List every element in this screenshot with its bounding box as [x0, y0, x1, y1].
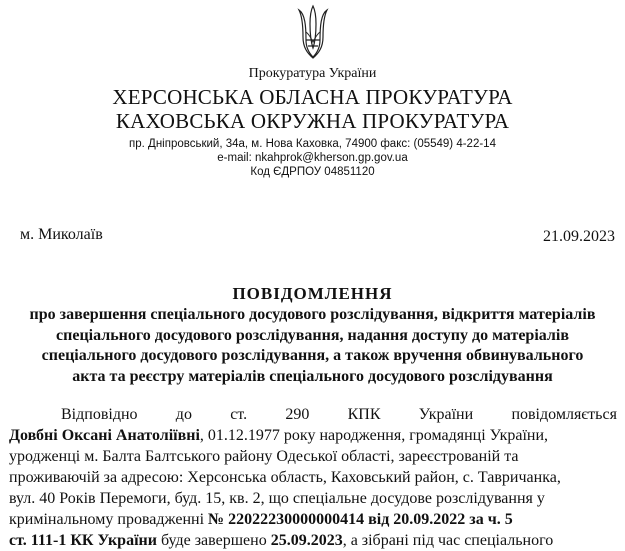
body-line: [9, 530, 617, 551]
body-line: [9, 425, 617, 446]
city: м. Миколаїв: [20, 226, 103, 243]
body-text-run: кримінальному провадженні: [9, 511, 209, 528]
trident-emblem-icon: [296, 4, 330, 60]
case-number: № 22022230000000414 від 20.09.2022 за ч. 5: [208, 511, 513, 528]
body-line: проживаючій за адресою: Херсонська область, Каховський район, с. Тавричанка,: [9, 469, 561, 486]
body-line: вул. 40 Років Перемоги, буд. 15, кв. 2, що спеціальне досудове розслідування у: [9, 490, 545, 507]
code-line: Код ЄДРПОУ 04851120: [250, 166, 375, 178]
email-line: e-mail: nkahprok@kherson.gp.gov.ua: [217, 152, 408, 164]
body-word: Відповідно: [61, 406, 138, 423]
body-text-run: , а зібрані під час спеціального: [342, 532, 554, 549]
criminal-code-article: ст. 111-1 КК України: [9, 532, 157, 549]
completion-date: 25.09.2023: [270, 532, 343, 549]
body-word: України: [418, 406, 474, 423]
notice-body: [9, 404, 617, 551]
body-line: [9, 404, 617, 425]
agency-name: Прокуратура України: [248, 66, 377, 81]
document-date: 21.09.2023: [543, 228, 615, 245]
subtitle-line: спеціального досудового розслідування, надання доступу до матеріалів: [56, 326, 569, 344]
subtitle-line: спеціального досудового розслідування, а також вручення обвинувального: [41, 347, 584, 364]
subtitle-line: акта та реєстру матеріалів спеціального досудового розслідування: [72, 367, 553, 385]
body-word: повідомляється: [511, 406, 617, 423]
body-text-run: , 01.12.1977 року народження, громадянці України,: [199, 427, 549, 444]
notice-subtitle: [0, 305, 625, 387]
subtitle-line: про завершення спеціального досудового розслідування, відкриття матеріалів: [29, 306, 596, 323]
body-line: уродженці м. Балта Балтського району Одеської області, зареєстрованій та: [9, 448, 519, 465]
address-line: пр. Дніпровський, 34а, м. Нова Каховка, 74900 факс: (05549) 4-22-14: [129, 138, 496, 150]
body-word: до: [175, 406, 192, 423]
body-text-run: буде завершено: [156, 532, 271, 549]
notice-title: ПОВІДОМЛЕННЯ: [232, 284, 393, 303]
body-word: КПК: [347, 406, 381, 423]
accused-name: Довбні Оксані Анатоліївні: [9, 427, 200, 444]
body-line: [9, 509, 617, 530]
body-word: ст.: [230, 406, 248, 423]
district-office-name: КАХОВСЬКА ОКРУЖНА ПРОКУРАТУРА: [115, 109, 510, 133]
body-word: 290: [285, 406, 310, 423]
regional-office-name: ХЕРСОНСЬКА ОБЛАСНА ПРОКУРАТУРА: [112, 85, 513, 109]
